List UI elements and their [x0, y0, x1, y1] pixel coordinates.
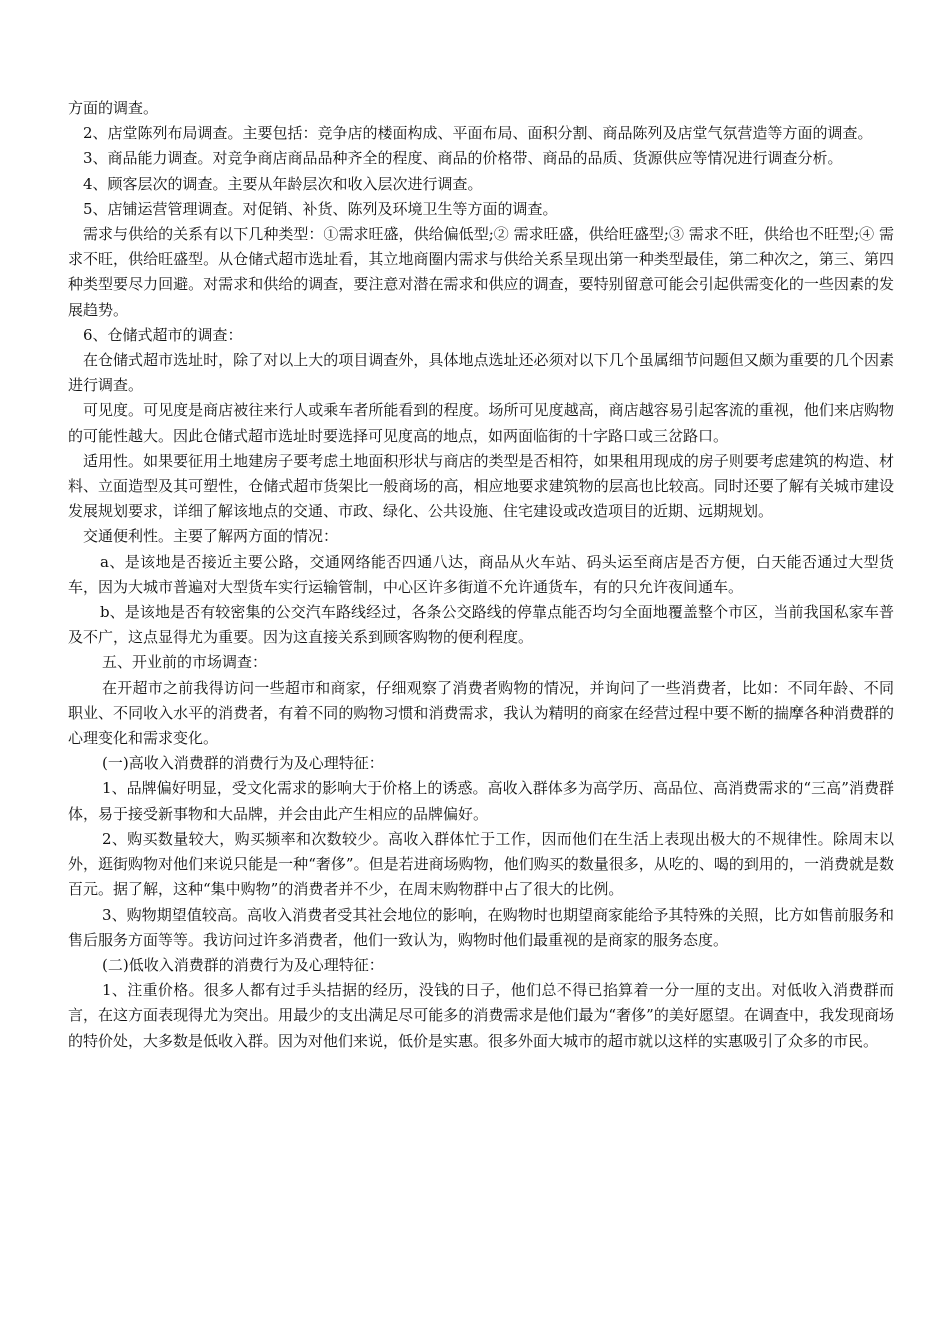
paragraph-visibility: 可见度。可见度是商店被往来行人或乘车者所能看到的程度。场所可见度越高，商店越容易引起客流的重视，他们来店购物的可能性越大。因此仓储式超市选址时要选择可见度高的地点，如两面临街的十字路口或三岔路口。 — [68, 401, 894, 445]
paragraph-low-income-1: 1、注重价格。很多人都有过手头拮据的经历，没钱的日子，他们总不得已掐算着一分一厘的支出。对低收入消费群而言，在这方面表现得尤为突出。用最少的支出满足尽可能多的消费需求是他们最为“奢侈”的美好愿望。在调查中，我发现商场的特价处，大多数是低收入群。因为对他们来说，低价是实惠。很多外面大城市的超市就以这样的实惠吸引了众多的市民。 — [68, 981, 894, 1050]
paragraph-pre-opening-intro: 在开超市之前我得访问一些超市和商家，仔细观察了消费者购物的情况，并询问了一些消费者，比如：不同年龄、不同职业、不同收入水平的消费者，有着不同的购物习惯和消费需求，我认为精明的商家在经营过程中要不断的揣摩各种消费群的心理变化和需求变化。 — [68, 678, 894, 748]
section-heading-pre-opening-survey: 五、开业前的市场调查： — [102, 653, 268, 672]
paragraph-traffic-b: b、是该地是否有较密集的公交汽车路线经过，各条公交路线的停靠点能否均匀全面地覆盖整个市区，当前我国私家车普及不广，这点显得尤为重要。因为这直接关系到顾客购物的便利程度。 — [68, 603, 894, 647]
paragraph-traffic-heading: 交通便利性。主要了解两方面的情况： — [83, 527, 339, 546]
paragraph-high-income-1: 1、品牌偏好明显，受文化需求的影响大于价格上的诱惑。高收入群体多为高学历、高品位、高消费需求的“三高”消费群体，易于接受新事物和大品牌，并会由此产生相应的品牌偏好。 — [68, 779, 894, 823]
paragraph-store-layout-survey: 2、店堂陈列布局调查。主要包括：竞争店的楼面构成、平面布局、面积分割、商品陈列及店堂气氛营造等方面的调查。 — [83, 124, 873, 143]
document-body — [68, 96, 894, 1054]
subheading-high-income: (一)高收入消费群的消费行为及心理特征： — [102, 754, 384, 773]
paragraph-merchandise-capability-survey: 3、商品能力调查。对竞争商店商品品种齐全的程度、商品的价格带、商品的品质、货源供应等情况进行调查分析。 — [83, 149, 843, 168]
paragraph-suitability: 适用性。如果要征用土地建房子要考虑土地面积形状与商店的类型是否相符，如果租用现成的房子则要考虑建筑的构造、材料、立面造型及其可塑性，仓储式超市货架比一般商场的高，相应地要求建筑物的层高也比较高。同时还要了解有关城市建设发展规划要求，详细了解该地点的交通、市政、绿化、公共设施、住宅建设或改造项目的近期、远期规划。 — [68, 451, 894, 521]
paragraph-supply-demand: 需求与供给的关系有以下几种类型：①需求旺盛，供给偏低型;② 需求旺盛，供给旺盛型;③ 需求不旺，供给也不旺型;④ 需求不旺，供给旺盛型。从仓储式超市选址看，其立地商圈内需求与供给关系呈现出第一种类型最佳，第二种次之，第三、第四种类型要尽力回避。对需求和供给的调查，要注意对潜在需求和供应的调查，要特别留意可能会引起供需变化的一些因素的发展趋势。 — [68, 225, 894, 319]
paragraph-high-income-2: 2、购买数量较大，购买频率和次数较少。高收入群体忙于工作，因而他们在生活上表现出极大的不规律性。除周末以外，逛街购物对他们来说只能是一种“奢侈”。但是若进商场购物，他们购买的数量很多，从吃的、喝的到用的，一消费就是数百元。据了解，这种“集中购物”的消费者并不少，在周末购物群中占了很大的比例。 — [68, 829, 894, 899]
subheading-low-income: (二)低收入消费群的消费行为及心理特征： — [102, 955, 384, 974]
paragraph-customer-tier-survey: 4、顾客层次的调查。主要从年龄层次和收入层次进行调查。 — [83, 174, 483, 193]
paragraph-high-income-3: 3、购物期望值较高。高收入消费者受其社会地位的影响，在购物时也期望商家能给予其特殊的关照，比方如售前服务和售后服务方面等等。我访问过许多消费者，他们一致认为，购物时他们最重视的是商家的服务态度。 — [68, 905, 894, 949]
paragraph-warehouse-heading: 6、仓储式超市的调查： — [83, 325, 243, 344]
paragraph-continuation: 方面的调查。 — [68, 99, 159, 117]
paragraph-operations-survey: 5、店铺运营管理调查。对促销、补货、陈列及环境卫生等方面的调查。 — [83, 199, 558, 218]
paragraph-site-selection: 在仓储式超市选址时，除了对以上大的项目调查外，具体地点选址还必须对以下几个虽属细节问题但又颇为重要的几个因素进行调查。 — [68, 351, 894, 395]
paragraph-traffic-a: a、是该地是否接近主要公路，交通网络能否四通八达，商品从火车站、码头运至商店是否方便，白天能否通过大型货车，因为大城市普遍对大型货车实行运输管制，中心区许多街道不允许通货车，有的只允许夜间通车。 — [68, 552, 894, 596]
